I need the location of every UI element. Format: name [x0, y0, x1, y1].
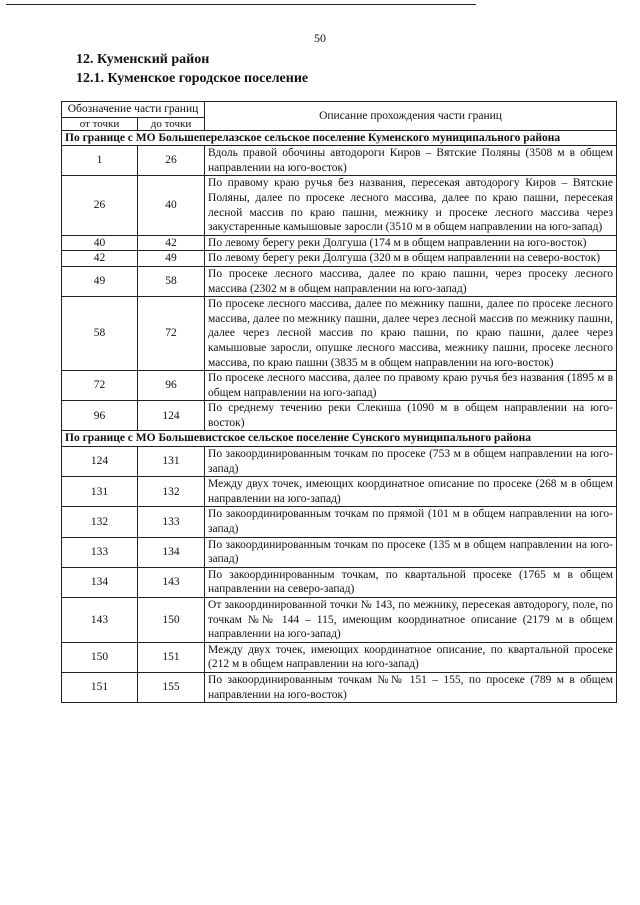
- section-title: По границе с МО Большеперелазское сельское поселение Куменского муниципального района: [62, 130, 617, 146]
- from-point-cell: 49: [62, 266, 138, 296]
- table-row: [62, 176, 617, 235]
- table-row: [62, 642, 617, 672]
- from-point-header: от точки: [62, 117, 138, 130]
- district-heading: 12. Куменский район: [76, 52, 210, 67]
- from-point-cell: 1: [62, 146, 138, 176]
- description-cell: По просеке лесного массива, далее по краю пашни, через просеку лесного массива (2302 м в общем направлении на юго-запад): [205, 266, 617, 296]
- from-point-cell: 134: [62, 567, 138, 597]
- from-point-cell: 40: [62, 235, 138, 251]
- to-point-cell: 151: [138, 642, 205, 672]
- description-cell: По закоординированным точкам №№ 151 – 155, по просеке (789 м в общем направлении на юго-восток): [205, 672, 617, 702]
- to-point-cell: 124: [138, 401, 205, 431]
- section-row: [62, 130, 617, 146]
- from-point-cell: 132: [62, 507, 138, 537]
- to-point-header: до точки: [138, 117, 205, 130]
- table-row: [62, 297, 617, 371]
- description-cell: По закоординированным точкам по прямой (101 м в общем направлении на юго-запад): [205, 507, 617, 537]
- description-cell: Вдоль правой обочины автодороги Киров – Вятские Поляны (3508 м в общем направлении на юго-восток): [205, 146, 617, 176]
- to-point-cell: 143: [138, 567, 205, 597]
- to-point-cell: 131: [138, 447, 205, 477]
- table-row: [62, 251, 617, 267]
- description-cell: По правому краю ручья без названия, пересекая автодорогу Киров – Вятские Поляны, далее по просеке лесного массива, далее по краю пашни, пересекая лесной массив по краю пашни, межнику и просеке лесного массива через закустаренные камышовые заросли (3510 м в общем направлении на юго-запад): [205, 176, 617, 235]
- description-cell: По закоординированным точкам по просеке (753 м в общем направлении на юго-запад): [205, 447, 617, 477]
- to-point-cell: 132: [138, 477, 205, 507]
- table-row: [62, 146, 617, 176]
- to-point-cell: 150: [138, 598, 205, 643]
- description-header: Описание прохождения части границ: [205, 102, 617, 131]
- from-point-cell: 42: [62, 251, 138, 267]
- table-row: [62, 235, 617, 251]
- to-point-cell: 49: [138, 251, 205, 267]
- table-header-row: [62, 102, 617, 118]
- from-point-cell: 72: [62, 371, 138, 401]
- table-row: [62, 507, 617, 537]
- from-point-cell: 133: [62, 537, 138, 567]
- table-row: [62, 477, 617, 507]
- table-row: [62, 598, 617, 643]
- description-cell: От закоординированной точки № 143, по межнику, пересекая автодорогу, поле, по точкам №№ 144 – 115, имеющим координатное описание (2179 м в общем направлении на юго-запад): [205, 598, 617, 643]
- from-point-cell: 26: [62, 176, 138, 235]
- table-row: [62, 672, 617, 702]
- table-row: [62, 371, 617, 401]
- section-title: По границе с МО Большевистское сельское поселение Сунского муниципального района: [62, 431, 617, 447]
- to-point-cell: 42: [138, 235, 205, 251]
- page-top-rule: [6, 4, 476, 5]
- settlement-heading: 12.1. Куменское городское поселение: [76, 71, 309, 86]
- to-point-cell: 26: [138, 146, 205, 176]
- table-row: [62, 537, 617, 567]
- description-cell: По закоординированным точкам по просеке (135 м в общем направлении на юго-запад): [205, 537, 617, 567]
- to-point-cell: 96: [138, 371, 205, 401]
- to-point-cell: 133: [138, 507, 205, 537]
- description-cell: По среднему течению реки Слекиша (1090 м в общем направлении на юго-восток): [205, 401, 617, 431]
- table-row: [62, 266, 617, 296]
- table-row: [62, 447, 617, 477]
- from-point-cell: 58: [62, 297, 138, 371]
- page-number: 50: [314, 31, 326, 45]
- description-cell: По левому берегу реки Долгуша (320 м в общем направлении на северо-восток): [205, 251, 617, 267]
- to-point-cell: 72: [138, 297, 205, 371]
- from-point-cell: 124: [62, 447, 138, 477]
- to-point-cell: 155: [138, 672, 205, 702]
- from-point-cell: 151: [62, 672, 138, 702]
- boundary-table: [61, 101, 617, 703]
- description-cell: Между двух точек, имеющих координатное описание, по квартальной просеке (212 м в общем направлении на юго-запад): [205, 642, 617, 672]
- to-point-cell: 58: [138, 266, 205, 296]
- description-cell: По левому берегу реки Долгуша (174 м в общем направлении на юго-восток): [205, 235, 617, 251]
- to-point-cell: 134: [138, 537, 205, 567]
- boundary-table-body: [62, 102, 617, 703]
- to-point-cell: 40: [138, 176, 205, 235]
- table-row: [62, 567, 617, 597]
- description-cell: По просеке лесного массива, далее по межнику пашни, далее по просеке лесного массива, далее по межнику пашни, далее через лесной массив по межнику пашни, далее через лесной массив по краю пашни, по краю пашни, далее через камышовые заросли, опушке лесного массива, межнику пашни, просеке лесного массива, по краю пашни (3835 м в общем направлении на юго-восток): [205, 297, 617, 371]
- description-cell: По просеке лесного массива, далее по правому краю ручья без названия (1895 м в общем направлении на юго-запад): [205, 371, 617, 401]
- designation-header: Обозначение части границ: [62, 102, 205, 118]
- section-row: [62, 431, 617, 447]
- from-point-cell: 96: [62, 401, 138, 431]
- from-point-cell: 150: [62, 642, 138, 672]
- description-cell: Между двух точек, имеющих координатное описание по просеке (268 м в общем направлении на юго-запад): [205, 477, 617, 507]
- description-cell: По закоординированным точкам, по квартальной просеке (1765 м в общем направлении на северо-запад): [205, 567, 617, 597]
- from-point-cell: 131: [62, 477, 138, 507]
- from-point-cell: 143: [62, 598, 138, 643]
- table-row: [62, 401, 617, 431]
